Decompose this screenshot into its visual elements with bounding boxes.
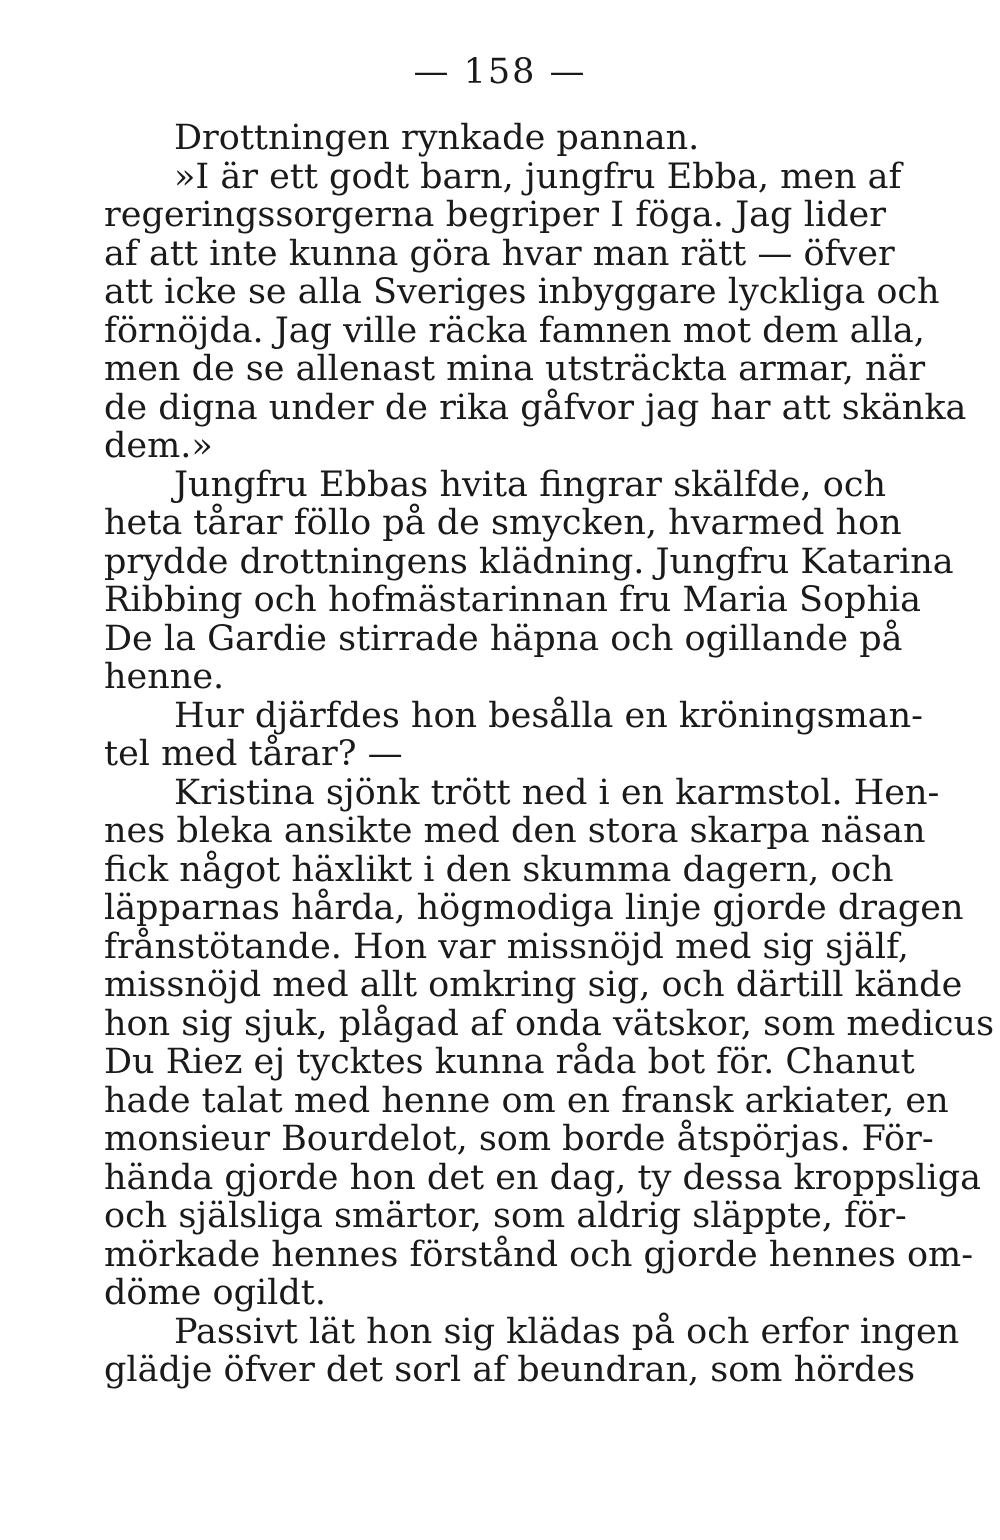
text-line: prydde drottningens klädning. Jungfru Katarina — [104, 541, 954, 582]
text-line: Jungfru Ebbas hvita fingrar skälfde, och — [174, 464, 886, 505]
text-line: och själsliga smärtor, som aldrig släppte, för- — [104, 1196, 907, 1236]
page-number: — 158 — — [413, 52, 587, 92]
text-line: Du Riez ej tycktes kunna råda bot för. Chanut — [104, 1042, 915, 1082]
text-line: regeringssorgerna begriper I föga. Jag lider — [104, 195, 886, 235]
text-line: fick något häxlikt i den skumma dagern, och — [104, 849, 894, 890]
text-line: nes bleka ansikte med den stora skarpa näsan — [104, 811, 926, 851]
text-line: men de se allenast mina utsträckta armar, när — [104, 349, 926, 389]
text-line: De la Gardie stirrade häpna och ogillande på — [104, 618, 903, 659]
text-line: monsieur Bourdelot, som borde åtspörjas. För- — [104, 1119, 934, 1159]
text-line: hända gjorde hon det en dag, ty dessa kroppsliga — [104, 1157, 981, 1198]
text-line: frånstötande. Hon var missnöjd med sig själf, — [104, 926, 909, 967]
text-line: af att inte kunna göra hvar man rätt — öfver — [104, 233, 895, 274]
text-line: dem.» — [104, 426, 213, 466]
text-line: glädje öfver det sorl af beundran, som hördes — [104, 1350, 916, 1390]
text-line: heta tårar föllo på de smycken, hvarmed hon — [104, 503, 902, 543]
text-line: Passivt lät hon sig klädas på och erfor ingen — [174, 1311, 960, 1352]
text-line: Drottningen rynkade pannan. — [174, 118, 700, 158]
text-line: döme ogildt. — [104, 1273, 326, 1313]
text-line: att icke se alla Sveriges inbyggare lyckliga och — [104, 272, 940, 312]
text-line: hade talat med henne om en fransk arkiater, en — [104, 1080, 949, 1121]
text-line: de digna under de rika gåfvor jag har att skänka — [104, 387, 967, 428]
text-line: tel med tårar? — — [104, 734, 403, 774]
text-line: henne. — [104, 657, 225, 697]
text-line: förnöjda. Jag ville räcka famnen mot dem alla, — [104, 310, 925, 351]
text-line: »I är ett godt barn, jungfru Ebba, men af — [174, 156, 902, 197]
text-line: hon sig sjuk, plågad af onda vätskor, som medicus — [104, 1003, 995, 1044]
text-line: Kristina sjönk trött ned i en karmstol. Hen- — [174, 772, 940, 813]
text-line: Ribbing och hofmästarinnan fru Maria Sophia — [104, 580, 922, 620]
text-line: mörkade hennes förstånd och gjorde hennes om- — [104, 1234, 974, 1275]
text-line: Hur djärfdes hon besålla en kröningsman- — [174, 695, 923, 736]
text-line: läpparnas hårda, högmodiga linje gjorde dragen — [104, 888, 964, 928]
text-line: missnöjd med allt omkring sig, och därtill kände — [104, 965, 963, 1005]
